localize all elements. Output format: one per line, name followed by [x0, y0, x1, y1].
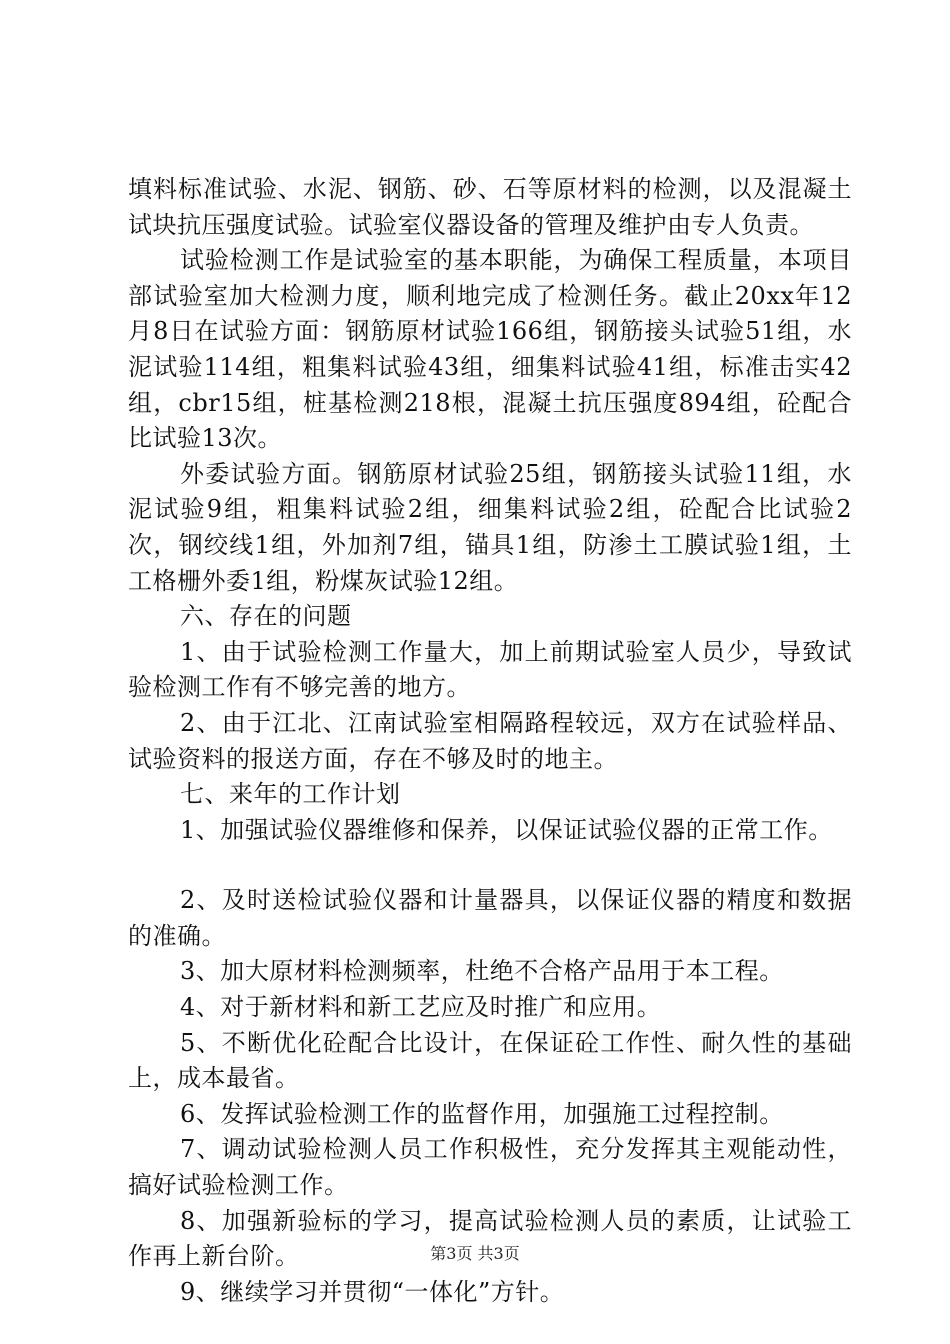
blank-line — [128, 848, 852, 883]
plan-item-6: 6、发挥试验检测工作的监督作用，加强施工过程控制。 — [180, 1099, 784, 1128]
document-body — [128, 172, 852, 1310]
section-heading-plan: 七、来年的工作计划 — [180, 780, 401, 809]
plan-item-1: 1、加强试验仪器维修和保养，以保证试验仪器的正常工作。 — [180, 815, 833, 844]
problem-item-1: 1、由于试验检测工作量大，加上前期试验室人员少，导致试验检测工作有不够完善的地方。 — [128, 637, 852, 702]
section-heading-problems: 六、存在的问题 — [180, 602, 352, 631]
plan-item-2: 2、及时送检试验仪器和计量器具，以保证仪器的精度和数据的准确。 — [128, 886, 852, 950]
paragraph-testing-summary: 试验检测工作是试验室的基本职能，为确保工程质量，本项目部试验室加大检测力度，顺利地完成了检测任务。截止20xx年12月8日在试验方面：钢筋原材试验166组，钢筋接头试验51组，水泥试验114组，粗集料试验43组，细集料试验41组，标准击实42组，cbr15组，桩基检测218根，混凝土抗压强度894组，砼配合比试验13次。 — [128, 246, 852, 453]
plan-item-9: 9、继续学习并贯彻“一体化”方针。 — [180, 1277, 565, 1306]
plan-item-7: 7、调动试验检测人员工作积极性，充分发挥其主观能动性，搞好试验检测工作。 — [128, 1135, 852, 1200]
plan-item-3: 3、加大原材料检测频率，杜绝不合格产品用于本工程。 — [180, 957, 784, 986]
paragraph-external-testing: 外委试验方面。钢筋原材试验25组，钢筋接头试验11组，水泥试验9组，粗集料试验2组，细集料试验2组，砼配合比试验2次，钢绞线1组，外加剂7组，锚具1组，防渗土工膜试验1组，土工格栅外委1组，粉煤灰试验12组。 — [128, 459, 852, 595]
problem-item-2: 2、由于江北、江南试验室相隔路程较远，双方在试验样品、试验资料的报送方面，存在不够及时的地主。 — [128, 708, 852, 773]
plan-item-8: 8、加强新验标的学习，提高试验检测人员的素质，让试验工作再上新台阶。 — [128, 1206, 852, 1271]
paragraph-intro-continued: 填料标准试验、水泥、钢筋、砂、石等原材料的检测，以及混凝土试块抗压强度试验。试验室仪器设备的管理及维护由专人负责。 — [128, 175, 852, 239]
plan-item-4: 4、对于新材料和新工艺应及时推广和应用。 — [180, 993, 662, 1022]
plan-item-5: 5、不断优化砼配合比设计，在保证砼工作性、耐久性的基础上，成本最省。 — [128, 1028, 852, 1093]
page-footer: 第3页 共3页 — [430, 1244, 520, 1263]
